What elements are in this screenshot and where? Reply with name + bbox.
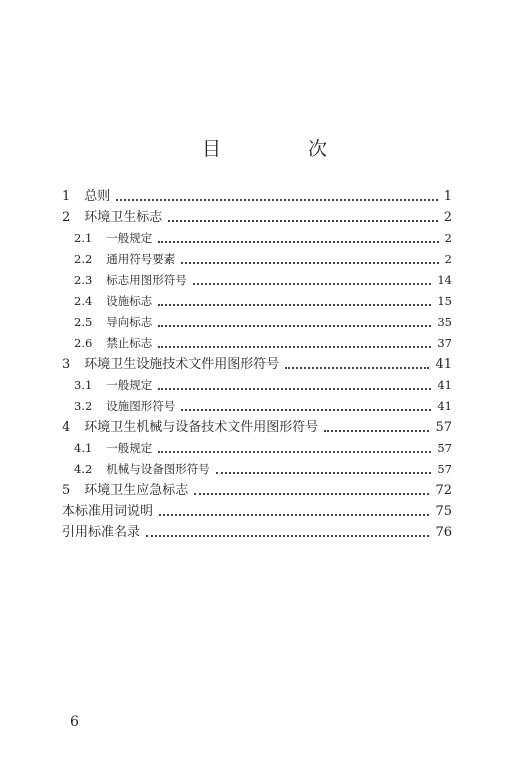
toc-entry	[62, 207, 452, 228]
toc-entry	[62, 396, 452, 417]
toc-entry-label: 环境卫生机械与设备技术文件用图形符号	[84, 420, 319, 435]
page-title: 目 次	[201, 138, 361, 160]
toc-entry	[62, 438, 452, 459]
toc-entry	[62, 459, 452, 480]
dot-leader	[158, 388, 431, 390]
toc-entry-label: 标志用图形符号	[106, 273, 187, 287]
dot-leader	[158, 451, 431, 453]
toc-entry-page: 2	[442, 228, 452, 249]
toc-entry-number: 4	[62, 420, 71, 435]
toc-entry-number: 4.2	[74, 462, 93, 476]
toc-entry-page: 41	[434, 375, 452, 396]
dot-leader	[285, 367, 429, 369]
toc-entry-number: 2.1	[74, 231, 93, 245]
toc-entry	[62, 228, 452, 249]
dot-leader	[181, 262, 438, 264]
toc-entry	[62, 375, 452, 396]
toc-entry	[62, 270, 452, 291]
toc-entry-page: 72	[432, 480, 452, 501]
toc-entry	[62, 522, 452, 543]
dot-leader	[146, 535, 429, 537]
page-number: 6	[70, 714, 79, 730]
dot-leader	[193, 283, 432, 285]
toc-entry-page: 75	[432, 501, 452, 522]
toc-entry	[62, 291, 452, 312]
toc-entry-number: 2	[62, 210, 71, 225]
toc-entry-label: 环境卫生标志	[84, 210, 163, 225]
toc-entry-label: 总则	[84, 189, 111, 204]
toc-entry-page: 57	[434, 459, 452, 480]
toc-entry	[62, 249, 452, 270]
dot-leader	[216, 472, 432, 474]
toc-entry-number: 2.2	[74, 252, 93, 266]
toc-entry-label: 设施标志	[106, 294, 153, 308]
toc-entry-label: 引用标准名录	[62, 525, 141, 540]
toc-entry	[62, 354, 452, 375]
toc-entry	[62, 480, 452, 501]
toc-entry	[62, 333, 452, 354]
dot-leader	[158, 241, 438, 243]
dot-leader	[181, 409, 431, 411]
toc-entry	[62, 501, 452, 522]
dot-leader	[168, 220, 437, 222]
toc-entry-label: 机械与设备图形符号	[106, 462, 210, 476]
toc-entry-page: 14	[434, 270, 452, 291]
toc-entry-number: 2.6	[74, 336, 93, 350]
table-of-contents	[62, 186, 452, 543]
toc-entry-label: 环境卫生应急标志	[84, 483, 189, 498]
dot-leader	[158, 304, 431, 306]
toc-entry	[62, 417, 452, 438]
dot-leader	[324, 430, 429, 432]
toc-entry-page: 2	[442, 249, 452, 270]
toc-entry-page: 2	[441, 207, 452, 228]
toc-entry-label: 一般规定	[106, 231, 153, 245]
toc-entry-page: 76	[432, 522, 452, 543]
toc-entry	[62, 312, 452, 333]
toc-entry-number: 3.2	[74, 399, 93, 413]
dot-leader	[159, 514, 429, 516]
toc-entry-number: 5	[62, 483, 71, 498]
toc-entry-page: 15	[434, 291, 452, 312]
toc-entry-number: 2.5	[74, 315, 93, 329]
toc-entry-page: 35	[434, 312, 452, 333]
toc-entry-number: 3	[62, 357, 71, 372]
toc-entry-number: 4.1	[74, 441, 93, 455]
toc-entry-label: 设施图形符号	[106, 399, 176, 413]
dot-leader	[116, 199, 437, 201]
toc-entry-page: 57	[432, 417, 452, 438]
toc-entry-label: 本标准用词说明	[62, 504, 154, 519]
toc-entry-label: 通用符号要素	[106, 252, 176, 266]
toc-entry-label: 一般规定	[106, 378, 153, 392]
toc-entry-page: 41	[432, 354, 452, 375]
toc-entry-number: 2.3	[74, 273, 93, 287]
toc-entry-number: 2.4	[74, 294, 93, 308]
toc-entry-page: 37	[434, 333, 452, 354]
toc-entry-label: 禁止标志	[106, 336, 153, 350]
dot-leader	[194, 493, 429, 495]
dot-leader	[158, 346, 431, 348]
toc-entry-page: 1	[441, 186, 452, 207]
toc-entry-page: 57	[434, 438, 452, 459]
toc-entry-number: 1	[62, 189, 71, 204]
toc-entry	[62, 186, 452, 207]
toc-entry-number: 3.1	[74, 378, 93, 392]
toc-entry-page: 41	[434, 396, 452, 417]
toc-entry-label: 环境卫生设施技术文件用图形符号	[84, 357, 280, 372]
toc-entry-label: 导向标志	[106, 315, 153, 329]
toc-entry-label: 一般规定	[106, 441, 153, 455]
dot-leader	[158, 325, 431, 327]
